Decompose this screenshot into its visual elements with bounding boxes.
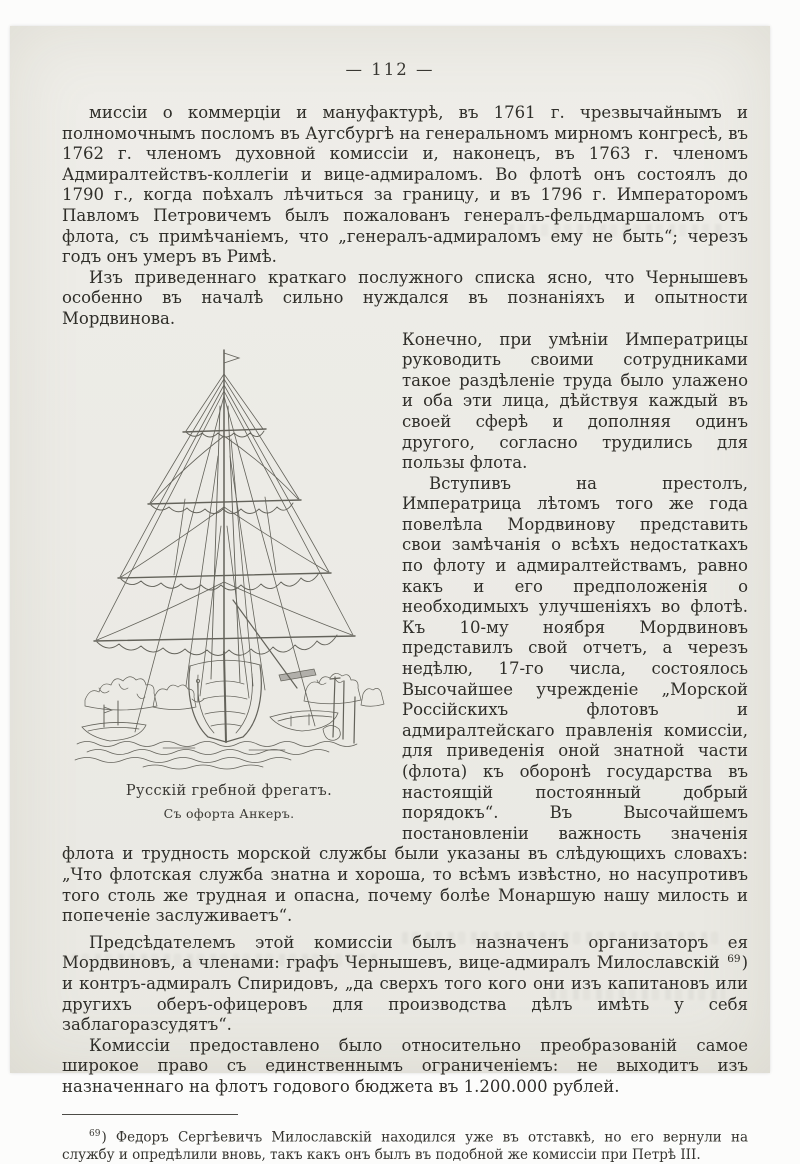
small-boats (82, 701, 338, 741)
members-text-after-ref: ) и контръ-адмиралъ Спиридовъ, „да сверхъ того кого они изъ капитановъ или другихъ оберъ-офицеровъ для производства дѣлъ имѣть у себя заблагоразсудятъ“. (62, 953, 748, 1034)
figure-text-wrap (62, 330, 748, 927)
figure-caption-credit: Съ офорта Анкеръ. (62, 804, 396, 825)
paragraph-commission-founding: Вступивъ на престолъ, Императрица лѣтомъ того же года повелѣла Мордвинову представить свои замѣчанія о всѣхъ недостаткахъ по флоту и адмиралтействамъ, равно какъ и его предположенія о необходимыхъ улучшеніяхъ во флотѣ. Къ 10-му ноября Мордвиновъ представилъ свой отчетъ, а черезъ недѣлю, 17-го числа, состоялось Высочайшее учрежденіе „Морской Россійскихъ флотовъ и адмиралтейскаго правленія комиссіи, для приведенія оной знатной части (флота) къ оборонѣ государства въ настоящій постоянный добрый порядокъ“. Въ Высочайшемъ постановленіи важность значенія флота и трудность морской службы были указаны въ слѣдующихъ словахъ: „Что флотская служба знатна и хороша, то всѣмъ извѣстно, но насупротивъ того столь же трудная и опасна, почему болѣе Монаршую нашу милость и попеченіе заслуживаетъ“. (62, 474, 748, 927)
book-page (10, 26, 770, 1073)
footnote-separator (62, 1114, 238, 1115)
page-content (62, 103, 748, 1164)
paragraph-service-record: миссіи о коммерціи и мануфактурѣ, въ 1761 г. чрезвычайнымъ и полномочнымъ посломъ въ Аугсбургѣ на генеральномъ мирномъ конгресѣ, въ 1762 г. членомъ духовной комиссіи и, наконецъ, въ 1763 г. членомъ Адмиралтействъ-коллегіи и вице-адмираломъ. Во флотѣ онъ состоялъ до 1790 г., когда поѣхалъ лѣчиться за границу, и въ 1796 г. Императоромъ Павломъ Петровичемъ былъ пожалованъ генералъ-фельдмаршаломъ отъ флота, съ примѣчаніемъ, что „генералъ-адмираломъ ему не быть“; черезъ годъ онъ умеръ въ Римѣ. (62, 103, 748, 268)
paragraph-budget: Комиссіи предоставлено было относительно преобразованій самое широкое право съ единственнымъ ограниченіемъ: не выходитъ изъ назначеннаго на флотъ годового бюджета въ 1.200.000 рублей. (62, 1036, 748, 1098)
footnote-text: ) Федоръ Сергѣевичъ Милославскій находился уже въ отставкѣ, но его вернули на службу и опредѣлили вновь, такъ какъ онъ былъ въ подобной же комиссіи при Петрѣ III. (62, 1129, 748, 1163)
paragraph-commission-members (62, 933, 748, 1036)
ship-figure (62, 344, 396, 825)
page-number: — 112 — (10, 26, 770, 79)
figure-caption-title: Русскій гребной фрегатъ. (62, 781, 396, 802)
footnote-marker: 69 (89, 1129, 101, 1139)
figure-caption (62, 781, 396, 825)
pilings (323, 677, 355, 743)
hull (189, 600, 316, 742)
masts (211, 350, 253, 742)
ship-etching-image (73, 344, 385, 772)
paragraph-intro: Изъ приведеннаго краткаго послужного списка ясно, что Чернышевъ особенно въ началѣ сильно нуждался въ познаніяхъ и опытности Мордвинова. (62, 268, 748, 330)
water (75, 741, 357, 769)
shore-foliage (85, 673, 384, 710)
paragraph-cooperation: Конечно, при умѣніи Императрицы руководить своими сотрудниками такое раздѣленіе труда было улажено и оба эти лица, дѣйствуя каждый въ своей сферѣ и дополняя одинъ другого, согласно трудились для пользы флота. (62, 330, 748, 474)
footnote-reference: 69 (726, 953, 741, 965)
footnote (62, 1126, 748, 1164)
members-text-before-ref: Предсѣдателемъ этой комиссіи былъ назначенъ организаторъ ея Мордвиновъ, а членами: графъ Чернышевъ, вице-адмиралъ Милославскій (62, 933, 748, 973)
